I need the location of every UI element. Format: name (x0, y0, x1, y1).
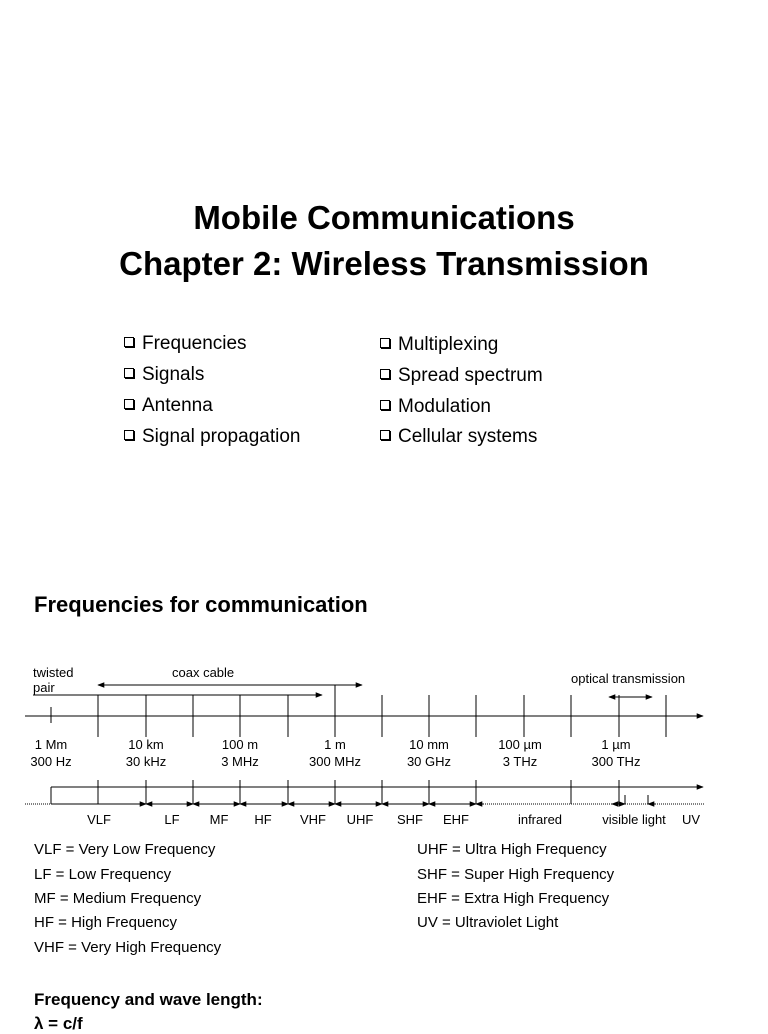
slide-title-line2: Chapter 2: Wireless Transmission (119, 245, 649, 282)
band-label: infrared (517, 812, 563, 827)
list-item-label: Antenna (142, 395, 213, 416)
wavelength-label: 10 mm (409, 737, 449, 752)
abbreviation-item: EHF = Extra High Frequency (417, 890, 610, 907)
band-label: SHF (397, 812, 423, 827)
wavelength-label: 100 µm (498, 737, 542, 752)
wavelength-label: 100 m (221, 737, 259, 752)
checkbox-bullet-icon (124, 430, 134, 440)
list-item (380, 334, 498, 356)
band-label: UHF (346, 812, 374, 827)
frequency-spectrum-diagram (0, 655, 768, 835)
formula-text: λ = c/f (34, 1014, 83, 1033)
coax-cable-label: coax cable (172, 665, 235, 680)
band-label: visible light (602, 812, 666, 827)
wavelength-label: 1 Mm (34, 737, 68, 752)
list-item (124, 395, 213, 417)
band-label: UV (681, 812, 701, 827)
list-item-label: Spread spectrum (398, 365, 543, 386)
list-item (124, 364, 204, 386)
abbreviation-item: VHF = Very High Frequency (34, 939, 222, 956)
list-item-label: Signal propagation (142, 426, 301, 447)
checkbox-bullet-icon (124, 368, 134, 378)
abbreviation-item: MF = Medium Frequency (34, 890, 202, 907)
frequency-label: 3 MHz (221, 754, 259, 769)
band-label: MF (209, 812, 229, 827)
list-item (380, 426, 537, 448)
band-label: HF (254, 812, 272, 827)
list-item-label: Signals (142, 364, 205, 385)
frequency-label: 300 MHz (308, 754, 362, 769)
abbreviation-item: UV = Ultraviolet Light (417, 914, 559, 931)
band-label: LF (164, 812, 180, 827)
abbreviation-item: UHF = Ultra High Frequency (417, 841, 607, 858)
abbreviation-item: VLF = Very Low Frequency (34, 841, 216, 858)
checkbox-bullet-icon (380, 400, 390, 410)
band-label: VHF (300, 812, 326, 827)
list-item-label: Multiplexing (398, 334, 499, 355)
wavelength-label: 1 µm (601, 737, 631, 752)
twisted-pair-label-line1: twisted (33, 665, 74, 680)
list-item-label: Modulation (398, 396, 491, 417)
frequency-label: 30 GHz (406, 754, 452, 769)
list-item-label: Cellular systems (398, 426, 538, 447)
section-heading: Frequencies for communication (34, 592, 368, 617)
frequency-label: 30 kHz (125, 754, 167, 769)
abbreviation-item: SHF = Super High Frequency (417, 866, 615, 883)
abbreviation-item: HF = High Frequency (34, 914, 177, 931)
slide-title-line1: Mobile Communications (193, 199, 575, 236)
list-item (124, 426, 300, 448)
band-label: EHF (443, 812, 469, 827)
wavelength-label: 10 km (128, 737, 164, 752)
frequency-label: 300 THz (591, 754, 641, 769)
optical-transmission-label: optical transmission (571, 671, 686, 686)
subheading: Frequency and wave length: (34, 990, 263, 1009)
list-item (380, 365, 543, 387)
frequency-label: 3 THz (502, 754, 538, 769)
twisted-pair-label-line2: pair (33, 680, 55, 695)
checkbox-bullet-icon (380, 369, 390, 379)
band-label: VLF (87, 812, 111, 827)
frequency-label: 300 Hz (30, 754, 72, 769)
checkbox-bullet-icon (124, 399, 134, 409)
wavelength-label: 1 m (324, 737, 346, 752)
list-item-label: Frequencies (142, 333, 247, 354)
abbreviation-item: LF = Low Frequency (34, 866, 172, 883)
checkbox-bullet-icon (124, 337, 134, 347)
list-item (124, 333, 247, 355)
checkbox-bullet-icon (380, 430, 390, 440)
checkbox-bullet-icon (380, 338, 390, 348)
list-item (380, 396, 491, 418)
